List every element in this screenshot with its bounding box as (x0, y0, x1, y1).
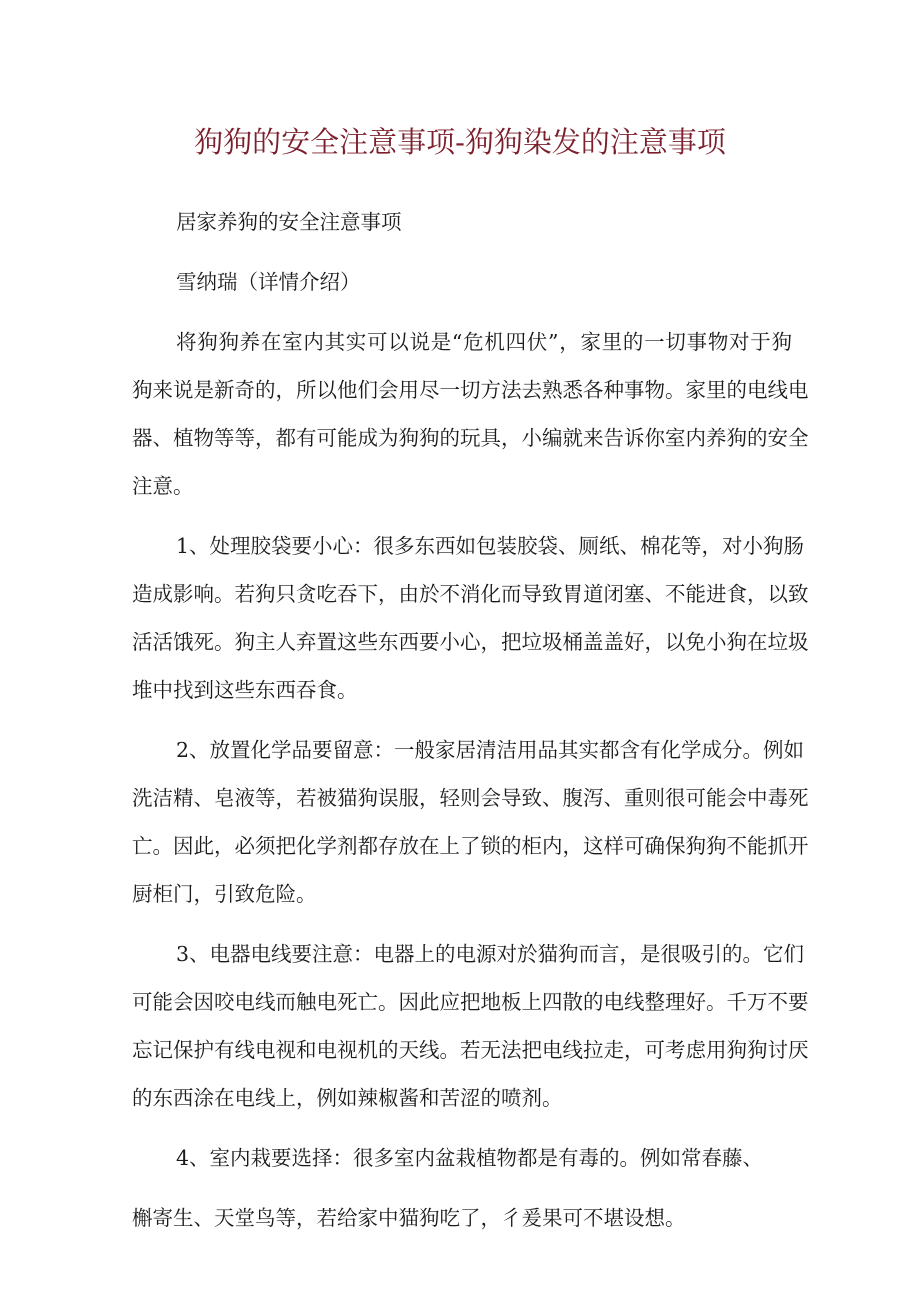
paragraph-line: 器、植物等等，都有可能成为狗狗的玩具，小编就来告诉你室内养狗的安全 (132, 426, 809, 450)
paragraph-line: 造成影响。若狗只贪吃吞下，由於不消化而导致胃道闭塞、不能进食，以致 (132, 582, 809, 606)
paragraph-line: 狗来说是新奇的，所以他们会用尽一切方法去熟悉各种事物。家里的电线电 (132, 378, 809, 402)
paragraph-item-4 (132, 1134, 792, 1242)
paragraph-line: 亡。因此，必须把化学剂都存放在上了锁的柜内，这样可确保狗狗不能抓开 (132, 834, 809, 858)
paragraph-item-2 (132, 726, 809, 918)
paragraph-line: 堆中找到这些东西吞食。 (132, 678, 358, 702)
paragraph-line: 活活饿死。狗主人弃置这些东西要小心，把垃圾桶盖盖好，以免小狗在垃圾 (132, 630, 809, 654)
paragraph-item-3 (132, 930, 809, 1122)
paragraph-intro (132, 318, 809, 510)
paragraph-line: 注意。 (132, 474, 194, 498)
paragraph-item-1 (132, 522, 809, 714)
paragraph-line: 忘记保护有线电视和电视机的天线。若无法把电线拉走，可考虑用狗狗讨厌 (132, 1038, 809, 1062)
paragraph-line: 的东西涂在电线上，例如辣椒酱和苦涩的喷剂。 (132, 1086, 563, 1110)
document-title: 狗狗的安全注意事项-狗狗染发的注意事项 (194, 125, 726, 159)
paragraph-line: 2、放置化学品要留意：一般家居清洁用品其实都含有化学成分。例如 (176, 738, 805, 762)
source-line: 雪纳瑞（详情介绍） (176, 270, 361, 294)
paragraph-line: 厨柜门，引致危险。 (132, 882, 317, 906)
paragraph-line: 1、处理胶袋要小心：很多东西如包装胶袋、厕纸、棉花等，对小狗肠 (176, 534, 805, 558)
paragraph-line: 3、电器电线要注意：电器上的电源对於猫狗而言，是很吸引的。它们 (176, 942, 805, 966)
paragraph-line: 将狗狗养在室内其实可以说是“危机四伏”，家里的一切事物对于狗 (176, 330, 792, 354)
paragraph-line: 4、室内栽要选择：很多室内盆栽植物都是有毒的。例如常春藤、 (176, 1146, 764, 1170)
paragraph-line: 槲寄生、天堂鸟等，若给家中猫狗吃了，彳爰果可不堪设想。 (132, 1206, 686, 1230)
paragraph-line: 可能会因咬电线而触电死亡。因此应把地板上四散的电线整理好。千万不要 (132, 990, 809, 1014)
document-body (132, 198, 809, 1242)
section-heading: 居家养狗的安全注意事项 (176, 210, 402, 234)
paragraph-line: 洗洁精、皂液等，若被猫狗误服，轻则会导致、腹泻、重则很可能会中毒死 (132, 786, 809, 810)
